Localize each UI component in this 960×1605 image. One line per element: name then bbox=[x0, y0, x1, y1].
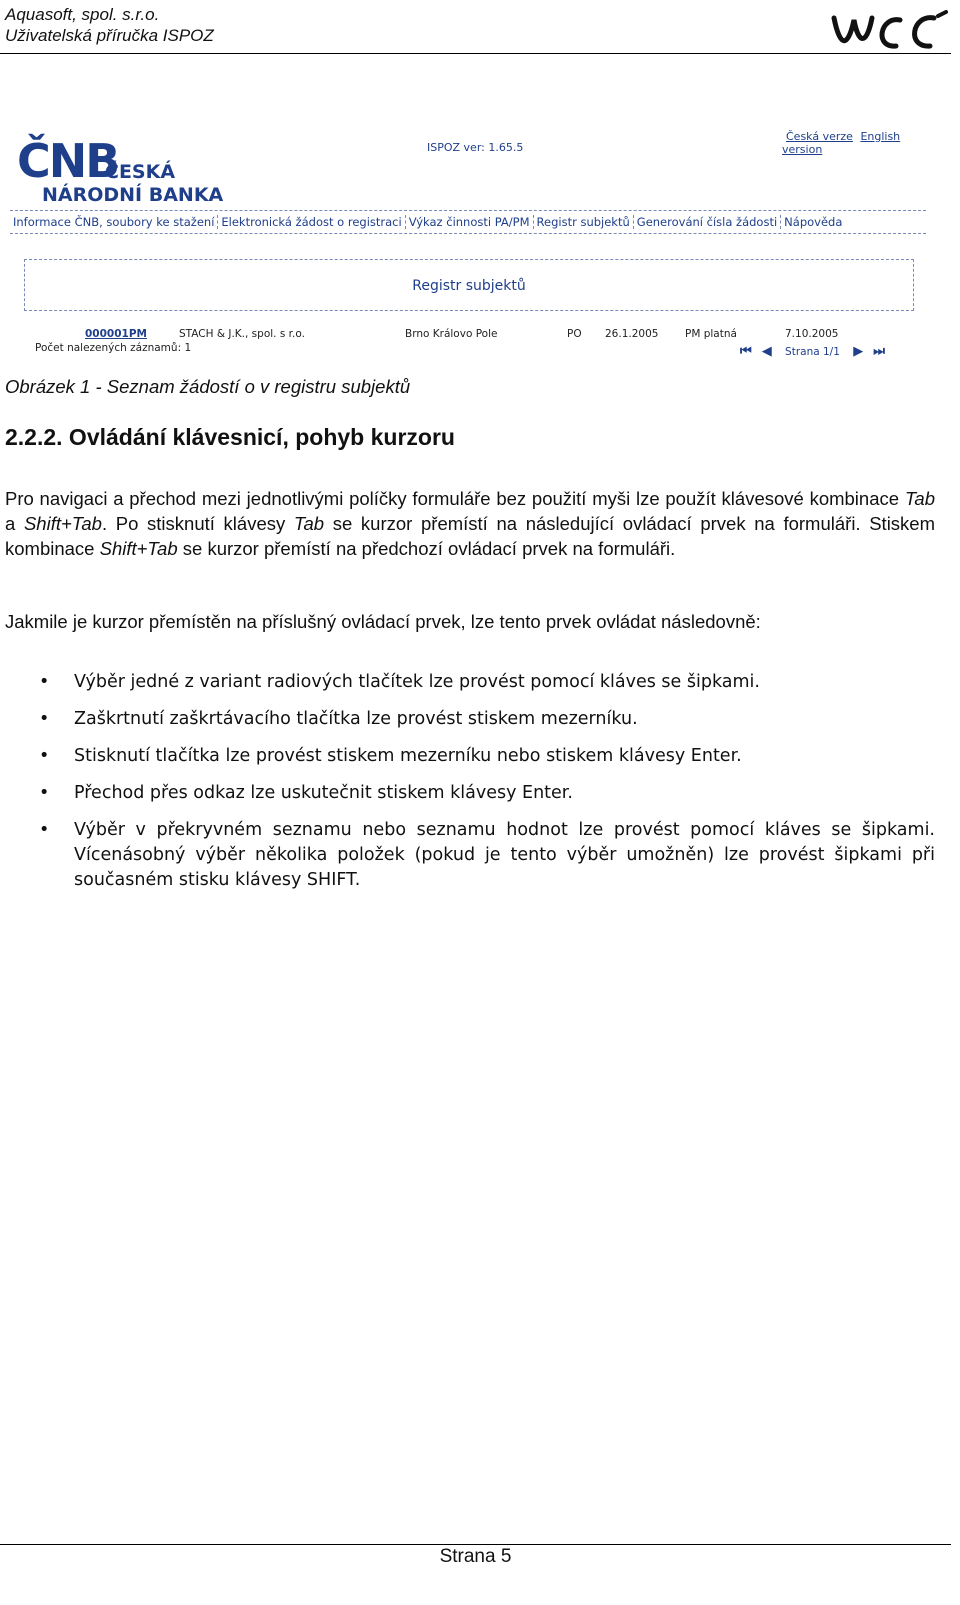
bullet-icon: • bbox=[39, 672, 50, 692]
figure-caption: Obrázek 1 - Seznam žádostí o v registru subjektů bbox=[5, 376, 411, 397]
nav-item-report[interactable]: Výkaz činnosti PA/PM bbox=[405, 215, 533, 229]
para1-key-shifttab2: Shift+Tab bbox=[99, 538, 178, 559]
language-switch bbox=[782, 130, 934, 156]
document-title: Uživatelská příručka ISPOZ bbox=[5, 26, 214, 45]
header-rule bbox=[0, 53, 951, 54]
row-date1: 26.1.2005 bbox=[605, 328, 659, 340]
register-title: Registr subjektů bbox=[412, 278, 526, 294]
paragraph-controls: Jakmile je kurzor přemístěn na příslušný ovládací prvek, lze tento prvek ovládat následovně: bbox=[5, 611, 761, 632]
row-name: STACH & J.K., spol. s r.o. bbox=[179, 328, 305, 340]
nav-item-register[interactable]: Registr subjektů bbox=[533, 215, 633, 229]
para1-text-b: . Po stisknutí klávesy bbox=[101, 513, 294, 534]
bullet-icon: • bbox=[39, 783, 50, 803]
row-date2: 7.10.2005 bbox=[785, 328, 839, 340]
nav-item-generate[interactable]: Generování čísla žádosti bbox=[633, 215, 780, 229]
last-icon[interactable]: ⏭ bbox=[873, 344, 885, 359]
list-item bbox=[0, 744, 935, 769]
bullet-list bbox=[0, 670, 935, 905]
para1-text-a: Pro navigaci a přechod mezi jednotlivými políčky formuláře bez použití myši lze použít klávesové kombinace bbox=[5, 488, 905, 509]
para1-key-tab: Tab bbox=[904, 488, 935, 509]
app-screenshot-figure bbox=[7, 124, 934, 368]
version-label: ISPOZ ver: 1.65.5 bbox=[427, 141, 524, 154]
first-icon[interactable]: ⏮ bbox=[740, 344, 752, 359]
section-heading: 2.2.2. Ovládání klávesnicí, pohyb kurzoru bbox=[5, 424, 455, 450]
company-logo bbox=[830, 8, 952, 52]
para1-key-tab2: Tab bbox=[293, 513, 325, 534]
para1-text-c: se kurzor přemístí na následující ovládací prvek na formuláři. Stiskem kombinace bbox=[5, 513, 936, 559]
bullet-icon: • bbox=[39, 709, 50, 729]
page-label: Strana 1/1 bbox=[785, 346, 840, 358]
para1-text-and: a bbox=[5, 513, 24, 534]
cnb-logo-mark: ČNB bbox=[17, 134, 119, 188]
list-item-text: Stisknutí tlačítka lze provést stiskem mezerníku nebo stiskem klávesy Enter. bbox=[74, 746, 742, 766]
list-item-text: Výběr jedné z variant radiových tlačítek lze provést pomocí kláves se šipkami. bbox=[74, 672, 760, 692]
table-row bbox=[85, 328, 925, 342]
lang-en-link[interactable]: English version bbox=[782, 130, 901, 156]
list-item bbox=[0, 818, 935, 893]
row-place: Brno Královo Pole bbox=[405, 328, 498, 340]
list-item-text: Zaškrtnutí zaškrtávacího tlačítka lze provést stiskem mezerníku. bbox=[74, 709, 638, 729]
row-status: PM platná bbox=[685, 328, 737, 340]
list-item-text: Přechod přes odkaz lze uskutečnit stiskem klávesy Enter. bbox=[74, 783, 573, 803]
row-type: PO bbox=[567, 328, 582, 340]
nav-item-application[interactable]: Elektronická žádost o registraci bbox=[217, 215, 404, 229]
main-nav bbox=[10, 210, 926, 234]
cnb-logo-line2: NÁRODNÍ BANKA bbox=[42, 184, 224, 206]
nav-item-help[interactable]: Nápověda bbox=[780, 215, 845, 229]
company-name: Aquasoft, spol. s.r.o. bbox=[5, 5, 160, 24]
row-id-link[interactable]: 000001PM bbox=[85, 328, 147, 340]
para1-text-d: se kurzor přemístí na předchozí ovládací prvek na formuláři. bbox=[177, 538, 676, 559]
nav-item-info[interactable]: Informace ČNB, soubory ke stažení bbox=[13, 215, 215, 229]
lang-cz-link[interactable]: Česká verze bbox=[786, 130, 853, 143]
register-panel bbox=[24, 259, 914, 311]
list-item bbox=[0, 670, 935, 695]
paragraph-navigation bbox=[5, 486, 935, 561]
page-number: Strana 5 bbox=[439, 1546, 512, 1567]
list-item bbox=[0, 781, 935, 806]
result-count: Počet nalezených záznamů: 1 bbox=[35, 342, 192, 354]
bullet-icon: • bbox=[39, 820, 50, 840]
next-icon[interactable]: ▶ bbox=[853, 344, 864, 359]
document-header bbox=[5, 4, 214, 46]
footer-rule bbox=[0, 1544, 951, 1545]
list-item-text: Výběr v překryvném seznamu nebo seznamu hodnot lze provést pomocí kláves se šipkami. Vícenásobný výběr několika položek (pokud je tento výběr umožněn) lze provést šipkami při současném stisku klávesy SHIFT. bbox=[74, 820, 935, 890]
pager bbox=[740, 344, 895, 359]
bullet-icon: • bbox=[39, 746, 50, 766]
list-item bbox=[0, 707, 935, 732]
prev-icon[interactable]: ◀ bbox=[761, 344, 772, 359]
cnb-logo-line1: ČESKÁ bbox=[105, 161, 176, 183]
para1-key-shifttab: Shift+Tab bbox=[23, 513, 102, 534]
